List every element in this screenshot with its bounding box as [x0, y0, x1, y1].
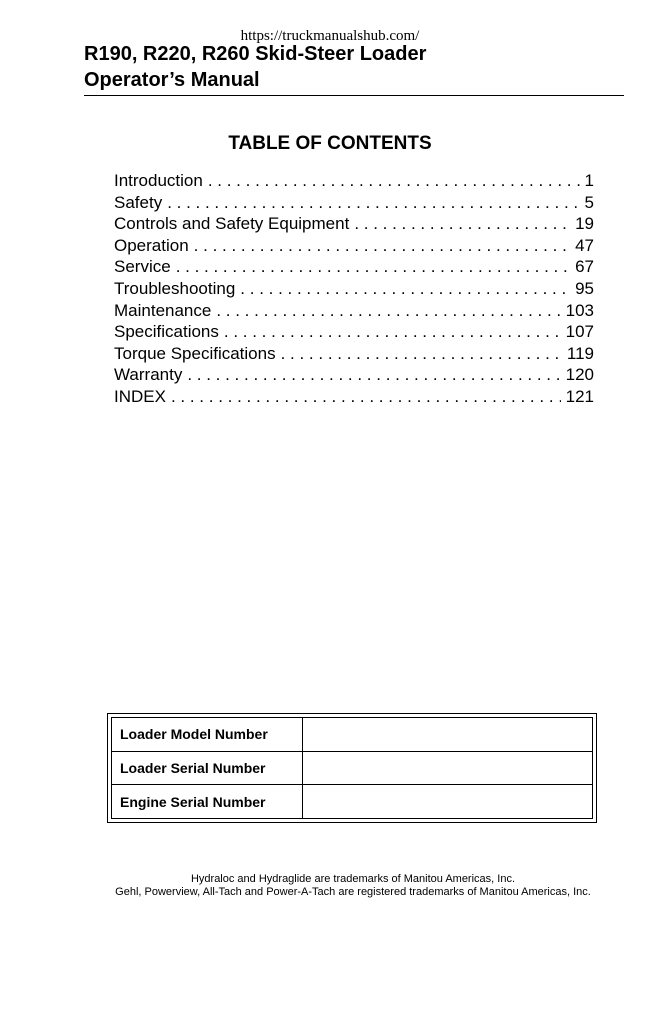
- toc-entry-index[interactable]: [114, 386, 594, 408]
- toc-entry-torque-specifications[interactable]: [114, 343, 594, 365]
- dot-leader: [224, 321, 561, 343]
- header-divider: [84, 95, 624, 96]
- toc-heading: TABLE OF CONTENTS: [228, 133, 432, 154]
- source-url[interactable]: https://truckmanualshub.com/: [240, 28, 420, 44]
- toc-entry-label: Maintenance: [114, 300, 212, 320]
- toc-entry-operation[interactable]: [114, 235, 594, 257]
- toc-entry-label: Troubleshooting: [114, 278, 236, 298]
- serial-number-box: [107, 713, 597, 823]
- dot-leader: [176, 256, 570, 278]
- toc-entry-troubleshooting[interactable]: [114, 278, 594, 300]
- table-row: [112, 718, 593, 752]
- toc-entry-warranty[interactable]: [114, 364, 594, 386]
- toc-entry-page: 103: [565, 300, 594, 320]
- toc-entry-introduction[interactable]: [114, 170, 594, 192]
- toc-entry-service[interactable]: [114, 256, 594, 278]
- toc-entry-label: Torque Specifications: [114, 343, 276, 363]
- engine-serial-number-label: Engine Serial Number: [112, 785, 303, 819]
- toc-entry-label: Service: [114, 257, 171, 277]
- trademark-notice-1: Hydraloc and Hydraglide are trademarks of Manitou Americas, Inc.: [190, 873, 516, 885]
- toc-entry-label: Controls and Safety Equipment: [114, 214, 350, 234]
- loader-model-number-field[interactable]: [303, 718, 593, 752]
- dot-leader: [167, 192, 579, 214]
- toc-entry-label: Safety: [114, 192, 163, 212]
- dot-leader: [194, 235, 570, 257]
- loader-serial-number-field[interactable]: [303, 751, 593, 785]
- toc-entry-label: INDEX: [114, 386, 166, 406]
- toc-entry-page: 1: [584, 171, 594, 190]
- table-row: [112, 785, 593, 819]
- table-row: [112, 751, 593, 785]
- dot-leader: [240, 278, 570, 300]
- manual-title: R190, R220, R260 Skid-Steer Loader: [84, 43, 427, 65]
- toc-entry-page: 19: [575, 214, 594, 234]
- dot-leader: [171, 386, 561, 408]
- toc-entry-page: 67: [575, 257, 594, 277]
- toc-entry-label: Introduction: [114, 171, 203, 190]
- dot-leader: [281, 343, 562, 365]
- toc-entry-maintenance[interactable]: [114, 300, 594, 322]
- toc-entry-label: Operation: [114, 235, 189, 255]
- serial-number-table: [111, 717, 593, 819]
- loader-model-number-label: Loader Model Number: [112, 718, 303, 752]
- trademark-notice-2: Gehl, Powerview, All-Tach and Power-A-Tach are registered trademarks of Manitou Americas, Inc.: [115, 886, 591, 898]
- toc-entry-page: 120: [565, 365, 594, 385]
- toc-entry-page: 47: [575, 235, 594, 255]
- dot-leader: [216, 300, 560, 322]
- engine-serial-number-field[interactable]: [303, 785, 593, 819]
- toc-entry-page: 95: [575, 278, 594, 298]
- toc-entry-specifications[interactable]: [114, 321, 594, 343]
- toc-entry-label: Warranty: [114, 365, 183, 385]
- toc-entry-page: 119: [566, 343, 594, 363]
- toc-entry-page: 121: [565, 386, 594, 406]
- loader-serial-number-label: Loader Serial Number: [112, 751, 303, 785]
- toc-entry-page: 5: [584, 192, 594, 212]
- toc-entry-safety[interactable]: [114, 192, 594, 214]
- table-of-contents: [114, 170, 594, 408]
- toc-entry-label: Specifications: [114, 322, 219, 342]
- toc-entry-page: 107: [565, 322, 594, 342]
- dot-leader: [208, 170, 580, 192]
- toc-entry-controls[interactable]: [114, 213, 594, 235]
- manual-subtitle: Operator’s Manual: [84, 69, 260, 91]
- dot-leader: [354, 213, 570, 235]
- dot-leader: [187, 364, 560, 386]
